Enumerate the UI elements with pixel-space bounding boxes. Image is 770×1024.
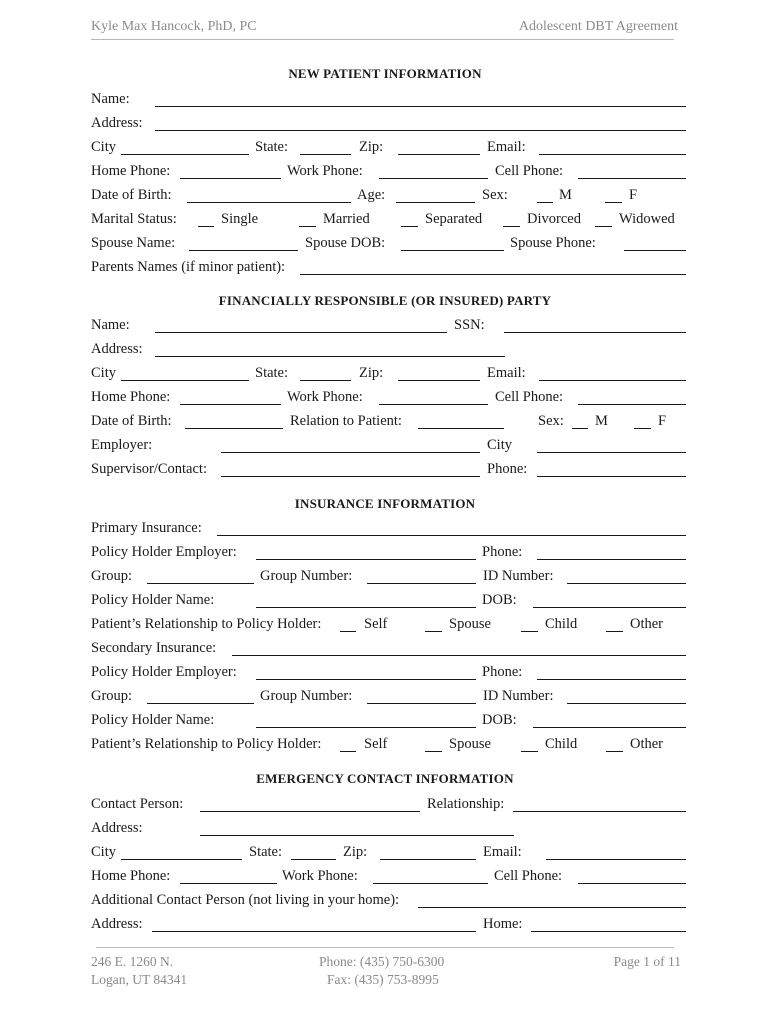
label: Cell Phone:: [495, 163, 564, 179]
label: Policy Holder Employer:: [91, 544, 237, 560]
section-title-insurance: INSURANCE INFORMATION: [294, 496, 476, 511]
label: Address:: [91, 341, 143, 357]
fin-address-row: [91, 340, 686, 360]
primary-ins-row: [91, 519, 686, 539]
label: Address:: [91, 820, 143, 836]
label: Zip:: [359, 365, 384, 381]
label: Work Phone:: [282, 868, 358, 884]
label: Employer:: [91, 437, 153, 453]
label: F: [658, 413, 667, 429]
label: Sex:: [482, 187, 508, 203]
label: Date of Birth:: [91, 413, 172, 429]
label: Parents Names (if minor patient):: [91, 259, 286, 275]
label: Spouse: [449, 736, 491, 752]
fin-state-field[interactable]: [300, 380, 351, 381]
label: DOB:: [482, 592, 517, 608]
label: State:: [255, 365, 289, 381]
patient-name-field[interactable]: [155, 106, 686, 107]
fin-dob-row: [91, 412, 686, 432]
spouse-row: [91, 234, 686, 254]
single-checkbox[interactable]: [198, 226, 214, 227]
fin-name-row: [91, 316, 686, 336]
label: Phone:: [482, 664, 523, 680]
patient-zip-field[interactable]: [398, 154, 480, 155]
label: Email:: [487, 139, 526, 155]
fin-home-phone-field[interactable]: [180, 404, 281, 405]
label: ID Number:: [483, 688, 554, 704]
fin-ssn-field[interactable]: [504, 332, 686, 333]
label: ID Number:: [483, 568, 554, 584]
additional-contact-field[interactable]: [418, 907, 686, 908]
primary-spouse-checkbox[interactable]: [425, 631, 442, 632]
primary-ph-employer-row: [91, 543, 686, 563]
primary-ph-name-field[interactable]: [256, 607, 476, 608]
patient-city-field[interactable]: [121, 154, 249, 155]
label: Single: [221, 211, 259, 227]
label: Date of Birth:: [91, 187, 172, 203]
patient-phones-row: [91, 162, 686, 182]
contact-cell-phone-field[interactable]: [578, 883, 686, 884]
fin-city-row: [91, 364, 686, 384]
label: Address:: [91, 115, 143, 131]
contact-address-row: [91, 819, 686, 839]
label: M: [559, 187, 572, 203]
fin-work-phone-field[interactable]: [379, 404, 488, 405]
label: Child: [545, 616, 578, 632]
label: Cell Phone:: [495, 389, 564, 405]
secondary-id-number-field[interactable]: [567, 703, 686, 704]
header-left: Kyle Max Hancock, PhD, PC: [91, 19, 257, 34]
patient-email-field[interactable]: [539, 154, 686, 155]
label: State:: [249, 844, 283, 860]
separated-checkbox[interactable]: [401, 226, 418, 227]
label: Home:: [483, 916, 523, 932]
primary-ph-name-row: [91, 591, 686, 611]
primary-other-checkbox[interactable]: [606, 631, 623, 632]
fin-sex-f-checkbox[interactable]: [634, 428, 651, 429]
label: Patient’s Relationship to Policy Holder:: [91, 616, 322, 632]
label: Cell Phone:: [494, 868, 563, 884]
label: Widowed: [619, 211, 675, 227]
label: Supervisor/Contact:: [91, 461, 207, 477]
employer-city-field[interactable]: [537, 452, 686, 453]
primary-id-number-field[interactable]: [567, 583, 686, 584]
primary-child-checkbox[interactable]: [521, 631, 538, 632]
supervisor-phone-field[interactable]: [537, 476, 686, 477]
fin-email-field[interactable]: [539, 380, 686, 381]
label: Work Phone:: [287, 163, 363, 179]
primary-ph-employer-field[interactable]: [256, 559, 476, 560]
footer-rule: [96, 947, 674, 948]
additional-home-field[interactable]: [531, 931, 686, 932]
supervisor-row: [91, 460, 686, 480]
primary-relationship-row: [91, 615, 686, 635]
footer-page-number: Page 1 of 11: [613, 954, 681, 969]
section-title-new-patient: NEW PATIENT INFORMATION: [288, 66, 482, 81]
label: DOB:: [482, 712, 517, 728]
label: City: [91, 844, 116, 860]
label: Email:: [483, 844, 522, 860]
label: Spouse DOB:: [305, 235, 386, 251]
label: Email:: [487, 365, 526, 381]
label: Phone:: [487, 461, 528, 477]
label: Relation to Patient:: [290, 413, 402, 429]
label: Secondary Insurance:: [91, 640, 217, 656]
label: Married: [323, 211, 370, 227]
additional-contact-row: [91, 891, 686, 911]
patient-work-phone-field[interactable]: [379, 178, 488, 179]
employer-field[interactable]: [221, 452, 480, 453]
parents-row: [91, 258, 686, 278]
fin-city-field[interactable]: [121, 380, 249, 381]
label: Group:: [91, 568, 133, 584]
additional-address-row: [91, 915, 686, 935]
patient-address-field[interactable]: [155, 130, 686, 131]
additional-address-field[interactable]: [152, 931, 476, 932]
label: Divorced: [527, 211, 581, 227]
contact-address-field[interactable]: [200, 835, 514, 836]
secondary-ins-row: [91, 639, 686, 659]
label: Sex:: [538, 413, 564, 429]
label: Other: [630, 616, 664, 632]
fin-name-field[interactable]: [155, 332, 447, 333]
contact-city-field[interactable]: [121, 859, 242, 860]
patient-dob-field[interactable]: [187, 202, 351, 203]
spouse-phone-field[interactable]: [624, 250, 686, 251]
sex-f-checkbox[interactable]: [605, 202, 622, 203]
label: Policy Holder Name:: [91, 712, 215, 728]
secondary-phone-field[interactable]: [537, 679, 686, 680]
secondary-ph-employer-field[interactable]: [256, 679, 476, 680]
label: Child: [545, 736, 578, 752]
footer-address-line1: 246 E. 1260 N.: [91, 954, 174, 969]
sex-m-checkbox[interactable]: [537, 202, 553, 203]
fin-relation-field[interactable]: [418, 428, 504, 429]
secondary-ph-name-row: [91, 711, 686, 731]
label: F: [629, 187, 638, 203]
secondary-spouse-checkbox[interactable]: [425, 751, 442, 752]
primary-self-checkbox[interactable]: [340, 631, 356, 632]
contact-home-phone-field[interactable]: [180, 883, 277, 884]
label: Primary Insurance:: [91, 520, 202, 536]
header-rule: [91, 39, 674, 40]
section-title-financial: FINANCIALLY RESPONSIBLE (OR INSURED) PARTY: [218, 293, 552, 308]
label: Relationship:: [427, 796, 505, 812]
label: Home Phone:: [91, 389, 171, 405]
label: Additional Contact Person (not living in your home):: [91, 892, 400, 908]
label: Spouse Phone:: [510, 235, 596, 251]
supervisor-field[interactable]: [221, 476, 480, 477]
contact-zip-field[interactable]: [380, 859, 476, 860]
label: Policy Holder Employer:: [91, 664, 237, 680]
parents-names-field[interactable]: [300, 274, 686, 275]
secondary-ph-name-field[interactable]: [256, 727, 476, 728]
spouse-name-field[interactable]: [189, 250, 298, 251]
secondary-other-checkbox[interactable]: [606, 751, 623, 752]
contact-city-row: [91, 843, 686, 863]
label: Home Phone:: [91, 163, 171, 179]
label: City: [91, 365, 116, 381]
patient-name-row: [91, 90, 686, 110]
divorced-checkbox[interactable]: [503, 226, 520, 227]
footer-phone: Phone: (435) 750-6300: [319, 954, 445, 969]
label: Separated: [425, 211, 483, 227]
fin-address-field[interactable]: [155, 356, 505, 357]
label: Zip:: [359, 139, 384, 155]
patient-dob-row: [91, 186, 686, 206]
label: Marital Status:: [91, 211, 177, 227]
primary-dob-field[interactable]: [533, 607, 686, 608]
label: Age:: [357, 187, 386, 203]
secondary-dob-field[interactable]: [533, 727, 686, 728]
contact-person-field[interactable]: [200, 811, 420, 812]
label: Patient’s Relationship to Policy Holder:: [91, 736, 322, 752]
label: Spouse Name:: [91, 235, 176, 251]
patient-state-field[interactable]: [300, 154, 351, 155]
marital-status-row: [91, 210, 686, 230]
secondary-child-checkbox[interactable]: [521, 751, 538, 752]
primary-phone-field[interactable]: [537, 559, 686, 560]
label: Policy Holder Name:: [91, 592, 215, 608]
patient-home-phone-field[interactable]: [180, 178, 281, 179]
patient-age-field[interactable]: [396, 202, 475, 203]
secondary-group-row: [91, 687, 686, 707]
label: Spouse: [449, 616, 491, 632]
label: Address:: [91, 916, 143, 932]
patient-city-row: [91, 138, 686, 158]
patient-address-row: [91, 114, 686, 134]
label: Group Number:: [260, 568, 353, 584]
fin-sex-m-checkbox[interactable]: [572, 428, 588, 429]
footer-address-line2: Logan, UT 84341: [91, 972, 188, 987]
secondary-group-field[interactable]: [147, 703, 254, 704]
label: Work Phone:: [287, 389, 363, 405]
secondary-insurance-field[interactable]: [232, 655, 686, 656]
label: Home Phone:: [91, 868, 171, 884]
contact-work-phone-field[interactable]: [373, 883, 488, 884]
label: Name:: [91, 91, 130, 107]
patient-cell-phone-field[interactable]: [578, 178, 686, 179]
contact-relationship-field[interactable]: [513, 811, 686, 812]
fin-cell-phone-field[interactable]: [578, 404, 686, 405]
primary-group-row: [91, 567, 686, 587]
label: Zip:: [343, 844, 368, 860]
label: Group:: [91, 688, 133, 704]
employer-row: [91, 436, 686, 456]
primary-group-field[interactable]: [147, 583, 254, 584]
section-title-emergency: EMERGENCY CONTACT INFORMATION: [256, 771, 514, 786]
secondary-self-checkbox[interactable]: [340, 751, 356, 752]
secondary-group-number-field[interactable]: [367, 703, 476, 704]
label: Other: [630, 736, 664, 752]
contact-phones-row: [91, 867, 686, 887]
label: Contact Person:: [91, 796, 184, 812]
label: M: [595, 413, 608, 429]
label: Group Number:: [260, 688, 353, 704]
secondary-ph-employer-row: [91, 663, 686, 683]
label: Phone:: [482, 544, 523, 560]
married-checkbox[interactable]: [299, 226, 316, 227]
contact-email-field[interactable]: [546, 859, 686, 860]
label: Self: [364, 616, 388, 632]
label: SSN:: [454, 317, 485, 333]
contact-person-row: [91, 795, 686, 815]
label: Self: [364, 736, 388, 752]
fin-zip-field[interactable]: [398, 380, 480, 381]
label: Name:: [91, 317, 130, 333]
primary-insurance-field[interactable]: [217, 535, 686, 536]
footer-fax: Fax: (435) 753-8995: [327, 972, 439, 987]
contact-state-field[interactable]: [291, 859, 336, 860]
primary-group-number-field[interactable]: [367, 583, 476, 584]
spouse-dob-field[interactable]: [401, 250, 504, 251]
label: State:: [255, 139, 289, 155]
secondary-relationship-row: [91, 735, 686, 755]
fin-dob-field[interactable]: [185, 428, 283, 429]
label: City: [487, 437, 512, 453]
widowed-checkbox[interactable]: [595, 226, 612, 227]
header-right: Adolescent DBT Agreement: [518, 19, 678, 34]
fin-phones-row: [91, 388, 686, 408]
label: City: [91, 139, 116, 155]
